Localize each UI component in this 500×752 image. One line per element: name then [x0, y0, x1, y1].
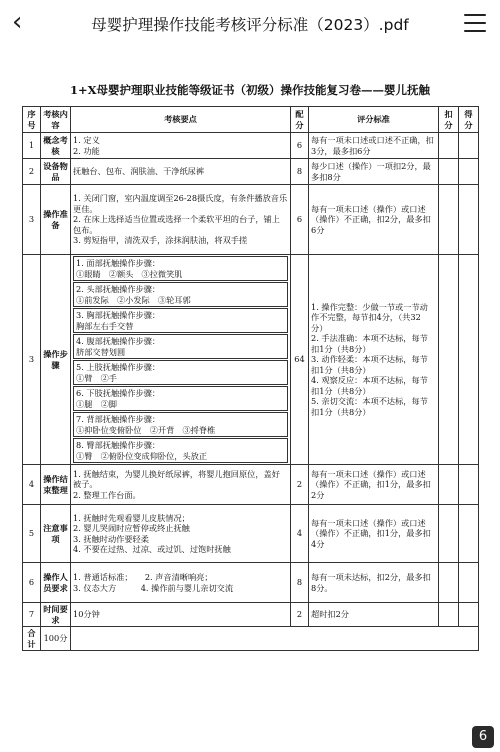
- step-title: 7. 背部抚触操作步骤：: [76, 414, 161, 424]
- row-score: 2: [291, 603, 309, 627]
- row-seq: 5: [23, 505, 41, 563]
- step-box: [73, 386, 288, 411]
- step-title: 4. 腹部抚触操作步骤：: [76, 336, 161, 346]
- row-score: 2: [291, 465, 309, 505]
- step-title: 2. 头部抚触操作步骤：: [76, 284, 161, 294]
- step-body: ①眼睛 ②额头 ③拉微笑肌: [76, 268, 183, 279]
- row-criteria: 每有一项未口述（操作）或口述（操作）不正确，扣2分，最多扣6分: [309, 185, 439, 255]
- row-criteria: 超时扣2分: [309, 603, 439, 627]
- row-get: [459, 255, 479, 465]
- total-blank: [71, 627, 479, 651]
- row-points: 1. 普通话标准； 2. 声音清晰响亮； 3. 仪态大方 4. 操作前与婴儿亲切交流: [71, 563, 291, 603]
- row-score: 6: [291, 185, 309, 255]
- step-box: [73, 360, 288, 385]
- col-get: 得分: [459, 107, 479, 133]
- step-title: 3. 胸部抚触操作步骤：: [76, 310, 161, 320]
- row-item: 操作步骤: [41, 255, 71, 465]
- col-deduct: 扣分: [439, 107, 459, 133]
- row-item: 设备物品: [41, 159, 71, 185]
- row-seq: 4: [23, 465, 41, 505]
- row-criteria: 每有一项未口述或口述不正确，扣3分，最多扣6分: [309, 133, 439, 159]
- step-box: [73, 334, 288, 359]
- step-title: 8. 臀部抚触操作步骤：: [76, 440, 161, 450]
- row-deduct: [439, 603, 459, 627]
- row-points: 抚触台、包布、润肤油、干净纸尿裤: [71, 159, 291, 185]
- step-box: [73, 308, 288, 333]
- step-title: 1. 面部抚触操作步骤：: [76, 258, 161, 268]
- row-score: 6: [291, 133, 309, 159]
- table-row: [23, 133, 479, 159]
- document-title: 母婴护理操作技能考核评分标准（2023）.pdf: [91, 16, 409, 34]
- row-deduct: [439, 185, 459, 255]
- table-row: [23, 563, 479, 603]
- page-number-badge: 6: [472, 726, 494, 748]
- total-label: 合计: [23, 627, 41, 651]
- row-score: 4: [291, 505, 309, 563]
- step-box: [73, 412, 288, 437]
- row-criteria: 每少口述（操作）一项扣2分，最多扣8分: [309, 159, 439, 185]
- row-get: [459, 159, 479, 185]
- row-get: [459, 563, 479, 603]
- table-row: [23, 465, 479, 505]
- col-points: 考核要点: [71, 107, 291, 133]
- step-box: [73, 282, 288, 307]
- row-points: 1. 抚触时先观看婴儿皮肤情况； 2. 婴儿哭闹时应暂停或终止抚触 3. 抚触时动作要轻柔 4. 不要在过热、过凉、或过饥、过饱时抚触: [71, 505, 291, 563]
- row-seq: 2: [23, 159, 41, 185]
- row-criteria: 每有一项未达标，扣2分，最多扣8分。: [309, 563, 439, 603]
- table-row: [23, 505, 479, 563]
- row-seq: 3: [23, 255, 41, 465]
- row-seq: 6: [23, 563, 41, 603]
- row-item: 时间要求: [41, 603, 71, 627]
- row-deduct: [439, 159, 459, 185]
- row-item: 注意事项: [41, 505, 71, 563]
- row-deduct: [439, 133, 459, 159]
- row-item: 概念考核: [41, 133, 71, 159]
- row-criteria: 每有一项未口述（操作）或口述（操作）不正确，扣1分，最多扣2分: [309, 465, 439, 505]
- step-body: ①前发际 ②小发际 ③轮耳郭: [76, 294, 191, 305]
- table-row: [23, 185, 479, 255]
- top-bar: [0, 0, 500, 44]
- total-value: 100分: [41, 627, 71, 651]
- menu-icon[interactable]: [464, 14, 486, 38]
- row-criteria: 1. 操作完整：少做一节或一节动作不完整，每节扣4分，（共32分） 2. 手法准确：本项不达标，每节扣1分（共8分） 3. 动作轻柔：本项不达标，每节扣1分（共8分） 4. 观察反应：本项不达标，每节扣1分（共8分） 5. 亲切交流：本项不达标，每节扣1分（共8分）: [309, 255, 439, 465]
- step-title: 6. 下肢抚触操作步骤：: [76, 388, 161, 398]
- step-body: 脐部交替划圆: [76, 346, 126, 357]
- row-get: [459, 603, 479, 627]
- row-deduct: [439, 505, 459, 563]
- row-get: [459, 505, 479, 563]
- table-row-total: [23, 627, 479, 651]
- row-get: [459, 465, 479, 505]
- row-get: [459, 133, 479, 159]
- row-score: 8: [291, 159, 309, 185]
- row-get: [459, 185, 479, 255]
- step-title: 5. 上肢抚触操作步骤：: [76, 362, 161, 372]
- step-body: 胸部左右手交替: [76, 320, 134, 331]
- row-item: 操作结束整理: [41, 465, 71, 505]
- table-row-steps: [23, 255, 479, 465]
- step-box: [73, 256, 288, 281]
- row-seq: 3: [23, 185, 41, 255]
- table-row: [23, 603, 479, 627]
- step-body: ①腿 ②脚: [76, 398, 117, 409]
- row-item: 操作准备: [41, 185, 71, 255]
- row-points: 1. 定义 2. 功能: [71, 133, 291, 159]
- col-criteria: 评分标准: [309, 107, 439, 133]
- doc-heading: 1+X母婴护理职业技能等级证书（初级）操作技能复习卷——婴儿抚触: [69, 83, 431, 97]
- step-body: ①抑卧位变俯卧位 ②开背 ③捋脊椎: [76, 424, 216, 435]
- step-box: [73, 438, 288, 463]
- col-score: 配分: [291, 107, 309, 133]
- row-seq: 7: [23, 603, 41, 627]
- row-points: 1. 抚触结束，为婴儿换好纸尿裤，将婴儿抱回原位，盖好被子。 2. 整理工作台面。: [71, 465, 291, 505]
- row-score: 64: [291, 255, 309, 465]
- row-criteria: 每有一项未口述（操作）或口述（操作）不正确，扣1分，最多扣4分: [309, 505, 439, 563]
- row-score: 8: [291, 563, 309, 603]
- row-points: 10分钟: [71, 603, 291, 627]
- row-deduct: [439, 255, 459, 465]
- back-arrow-icon[interactable]: ‹: [12, 7, 23, 37]
- scoring-table: [22, 106, 479, 651]
- row-points-steps: [71, 255, 291, 465]
- col-seq: 序号: [23, 107, 41, 133]
- row-seq: 1: [23, 133, 41, 159]
- step-body: ①臂 ②手: [76, 372, 117, 383]
- row-item: 操作人员要求: [41, 563, 71, 603]
- col-item: 考核内容: [41, 107, 71, 133]
- row-deduct: [439, 563, 459, 603]
- table-row: [23, 159, 479, 185]
- pdf-page: [18, 50, 482, 742]
- row-points: 1. 关闭门窗，室内温度调至26-28摄氏度，有条件播放音乐更佳。 2. 在床上选择适当位置或选择一个柔软平坦的台子，铺上包布。 3. 剪短指甲，清洗双手，涂抹润肤油，将双手搓: [71, 185, 291, 255]
- table-header-row: [23, 107, 479, 133]
- row-deduct: [439, 465, 459, 505]
- step-body: ①臀 ②俯卧位变成仰卧位，头放正: [76, 450, 208, 461]
